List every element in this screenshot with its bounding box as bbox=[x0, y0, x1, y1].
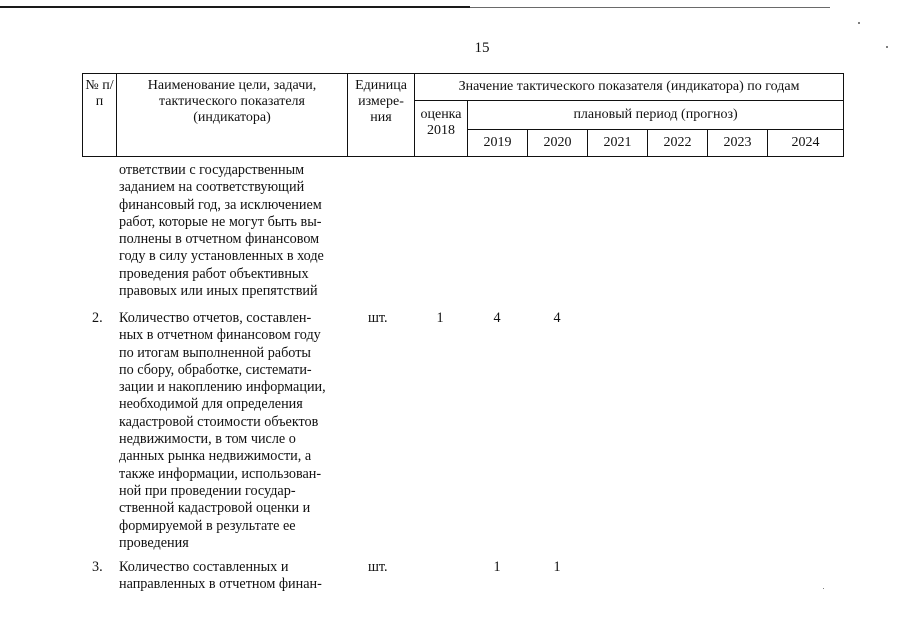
row2-value-2019: 4 bbox=[493, 310, 501, 326]
row3-name: Количество составленных и направленных в отчетном финан- bbox=[119, 559, 322, 593]
row2-number: 2. bbox=[92, 310, 103, 326]
scan-speck bbox=[823, 588, 824, 589]
row2-unit: шт. bbox=[368, 310, 388, 326]
header-year-2021: 2021 bbox=[588, 130, 648, 157]
row2-estimate: 1 bbox=[436, 310, 444, 326]
scan-speck bbox=[886, 46, 888, 48]
header-year-2022: 2022 bbox=[648, 130, 708, 157]
top-border-line bbox=[0, 6, 470, 8]
row2-name: Количество отчетов, составлен- ных в отчетном финансовом году по итогам выполненной работы по сбору, обработке, системати- зации и накоплению информации, необходимой для определения кадастровой стоимости объектов недвижимости, в том числе о данных рынка недвижимости, а также информации, использован- ной при проведении государ- ственной кадастровой оценки и формируемой в результате ее проведения bbox=[119, 310, 326, 551]
header-year-2023: 2023 bbox=[708, 130, 768, 157]
top-border-line-faint bbox=[470, 7, 830, 8]
header-col-plan: плановый период (прогноз) bbox=[468, 101, 844, 130]
header-year-2024: 2024 bbox=[768, 130, 844, 157]
page-number: 15 bbox=[474, 40, 490, 56]
row3-unit: шт. bbox=[368, 559, 388, 575]
row3-number: 3. bbox=[92, 559, 103, 575]
row1-name: ответствии с государственным заданием на соответствующий финансовый год, за исключением работ, которые не могут быть вы- полнены в отчетном финансовом году в силу установленных в ходе проведения работ объективных правовых или иных препятствий bbox=[119, 162, 324, 300]
header-col-num: № п/п bbox=[83, 74, 117, 157]
scan-speck bbox=[858, 22, 860, 24]
header-col-name: Наименование цели, задачи, тактического показателя (индикатора) bbox=[117, 74, 348, 157]
header-col-estimate: оценка 2018 bbox=[415, 101, 468, 157]
header-col-values: Значение тактического показателя (индикатора) по годам bbox=[415, 74, 844, 101]
header-col-unit: Единица измере-ния bbox=[348, 74, 415, 157]
row2-value-2020: 4 bbox=[553, 310, 561, 326]
row3-value-2020: 1 bbox=[553, 559, 561, 575]
header-year-2019: 2019 bbox=[468, 130, 528, 157]
table-header bbox=[82, 73, 844, 157]
row3-value-2019: 1 bbox=[493, 559, 501, 575]
header-year-2020: 2020 bbox=[528, 130, 588, 157]
